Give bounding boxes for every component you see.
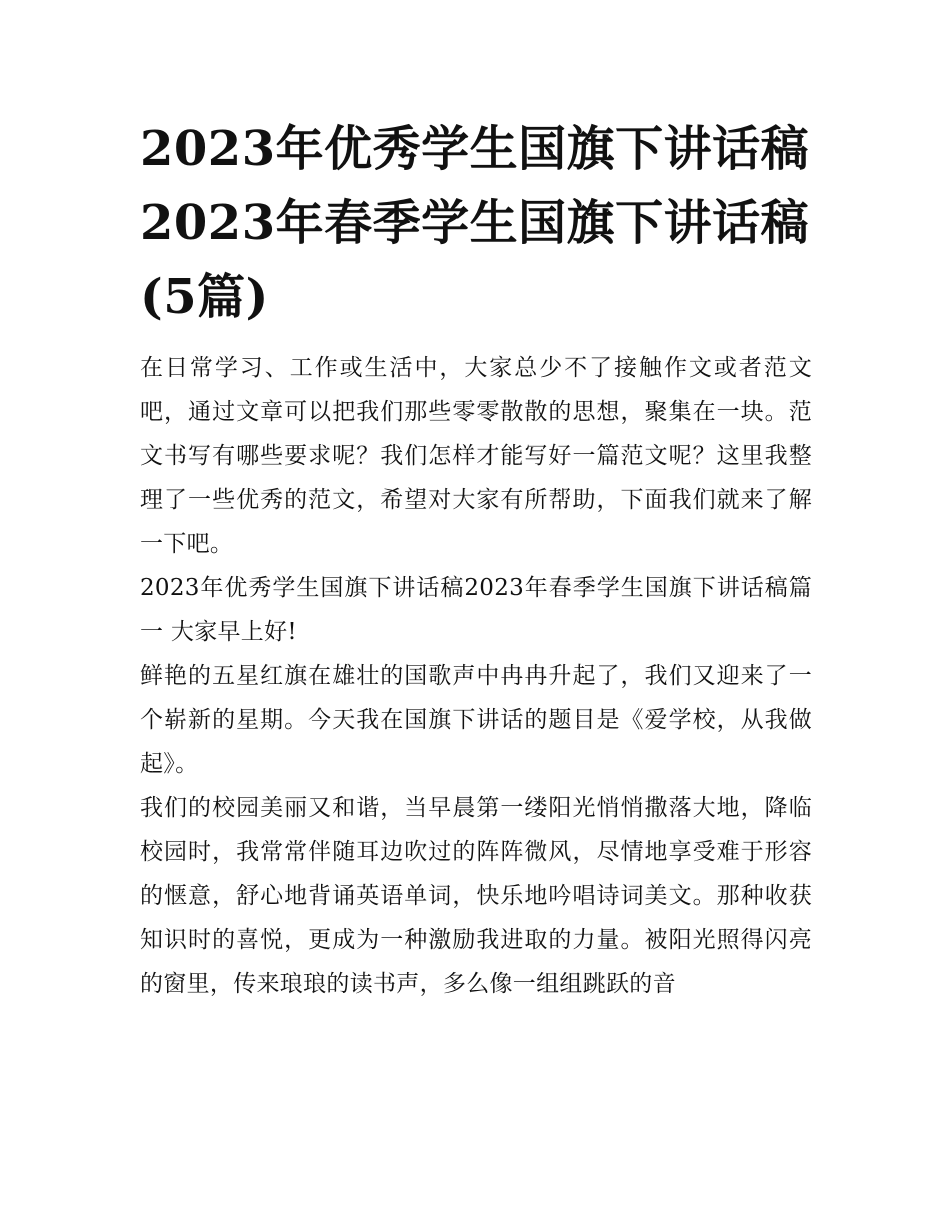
document-title: 2023年优秀学生国旗下讲话稿2023年春季学生国旗下讲话稿(5篇): [140, 121, 810, 325]
intro-paragraph: 在日常学习、工作或生活中，大家总少不了接触作文或者范文吧，通过文章可以把我们那些零零散散的思想，聚集在一块。范文书写有哪些要求呢？我们怎样才能写好一篇范文呢？这里我整理了一些优秀的范文，希望对大家有所帮助，下面我们就来了解一下吧。: [140, 355, 812, 557]
body-paragraph: 我们的校园美丽又和谐，当早晨第一缕阳光悄悄撒落大地，降临校园时，我常常伴随耳边吹过的阵阵微风，尽情地享受难于形容的惬意，舒心地背诵英语单词，快乐地吟唱诗词美文。那种收获知识时的喜悦，更成为一种激励我进取的力量。被阳光照得闪亮的窗里，传来琅琅的读书声，多么像一组组跳跃的音: [140, 795, 812, 997]
document-page: [140, 112, 812, 1006]
body-paragraph: 鲜艳的五星红旗在雄壮的国歌声中冉冉升起了，我们又迎来了一个崭新的星期。今天我在国旗下讲话的题目是《爱学校，从我做起》。: [140, 663, 812, 777]
section-heading-paragraph: 2023年优秀学生国旗下讲话稿2023年春季学生国旗下讲话稿篇一 大家早上好!: [140, 575, 812, 645]
